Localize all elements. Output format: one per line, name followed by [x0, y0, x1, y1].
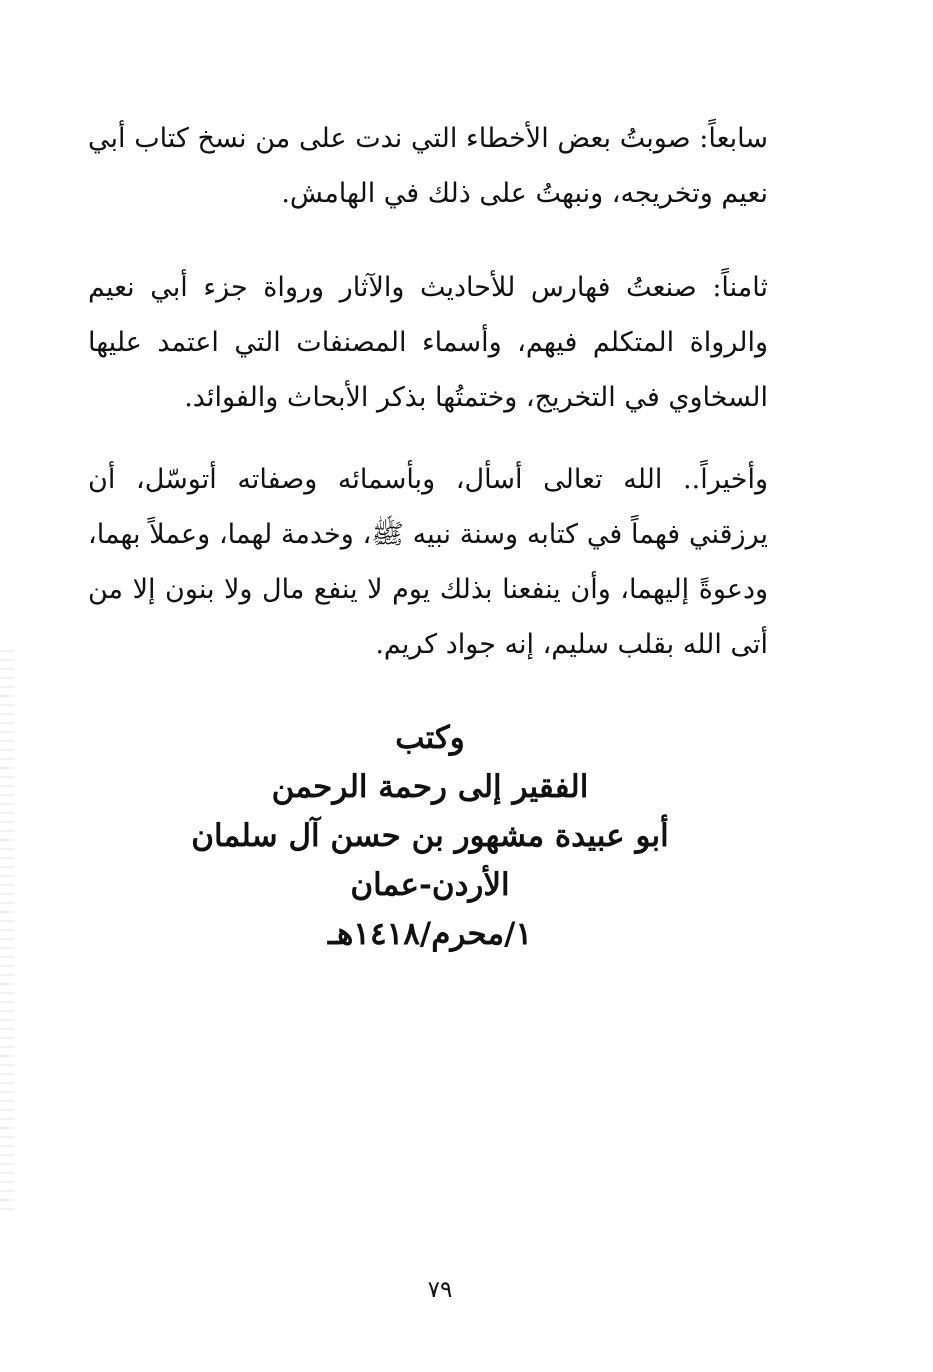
paragraph-seventh: سابعاً: صوبتُ بعض الأخطاء التي ندت على من نسخ كتاب أبي نعيم وتخريجه، ونبهتُ على ذلك في الهامش.	[88, 123, 768, 209]
signature-wrote-by: وكتب	[395, 720, 465, 756]
paragraph-closing: وأخيراً.. الله تعالى أسأل، وبأسمائه وصفاته أتوسّل، أن يرزقني فهماً في كتابه وسنة نبيه ﷺ، وخدمة لهما، وعملاً بهما، ودعوةً إليهما، وأن ينفعنا بذلك يوم لا ينفع مال ولا بنون إلا من أتى الله بقلب سليم، إنه جواد كريم.	[88, 464, 768, 660]
paragraph-eighth: ثامناً: صنعتُ فهارس للأحاديث والآثار ورواة جزء أبي نعيم والرواة المتكلم فيهم، وأسماء المصنفات التي اعتمد عليها السخاوي في التخريج، وختمتُها بذكر الأبحاث والفوائد.	[88, 272, 768, 413]
scan-edge-specks	[0, 650, 14, 1210]
author-signature-block	[120, 714, 740, 959]
signature-humble-line: الفقير إلى رحمة الرحمن	[271, 769, 589, 805]
page-number: ٧٩	[427, 1277, 453, 1303]
signature-date: ١/محرم/١٤١٨هـ	[327, 916, 533, 952]
signature-location: الأردن-عمان	[350, 867, 510, 903]
signature-author-name: أبو عبيدة مشهور بن حسن آل سلمان	[191, 818, 669, 854]
